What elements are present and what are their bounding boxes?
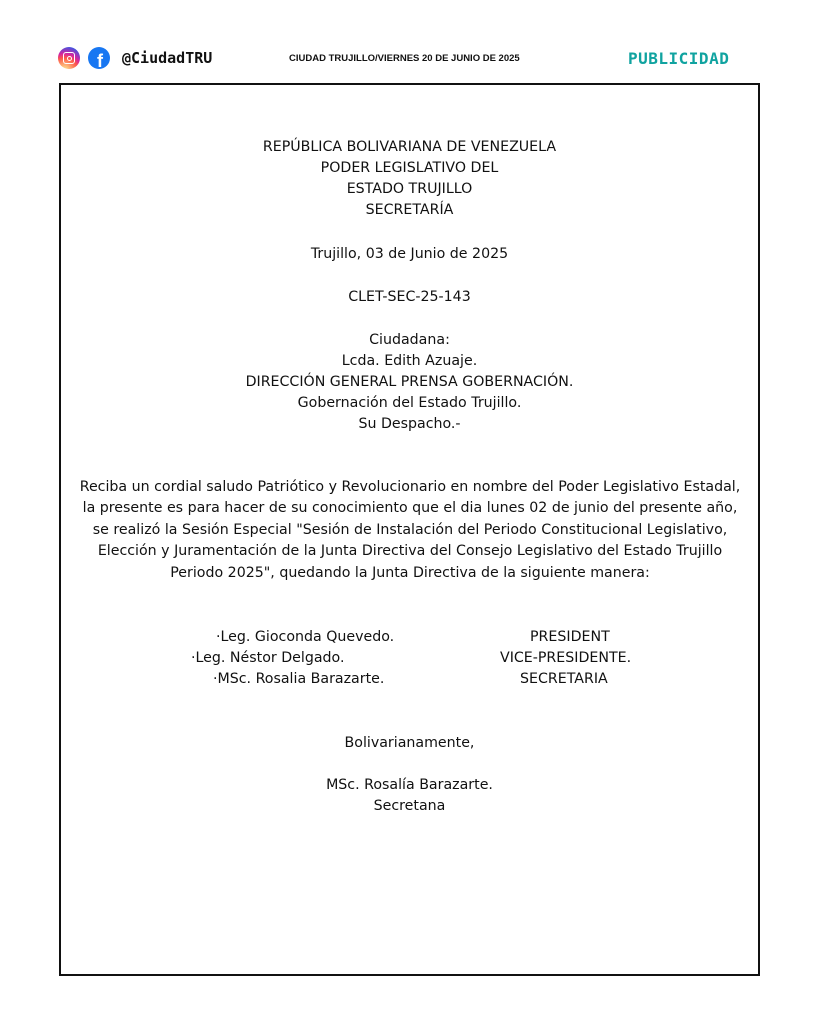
signature-name: MSc. Rosalía Barazarte. xyxy=(326,777,493,793)
letter-date xyxy=(61,244,758,265)
recipient-block xyxy=(61,330,758,435)
newspaper-dateline: CIUDAD TRUJILLO/VIERNES 20 DE JUNIO DE 2025 xyxy=(289,53,520,64)
document-frame xyxy=(59,83,760,976)
social-handle: @CiudadTRU xyxy=(122,49,213,67)
letterhead-line: REPÚBLICA BOLIVARIANA DE VENEZUELA xyxy=(262,139,557,155)
recipient-line: Gobernación del Estado Trujillo. xyxy=(297,395,522,411)
social-block xyxy=(58,47,212,69)
board-member-name: ·Leg. Néstor Delgado. xyxy=(191,650,345,666)
date-text: Trujillo, 03 de Junio de 2025 xyxy=(310,246,509,262)
closing xyxy=(61,733,758,754)
letter-body: Reciba un cordial saludo Patriótico y Revolucionario en nombre del Poder Legislativo Estadal, la presente es para hacer de su conocimiento que el dia lunes 02 de junio del presente año, se realizó la Sesión Especial "Sesión de Instalación del Periodo Constitucional Legislativo, Elección y Juramentación de la Junta Directiva del Consejo Legislativo del Estado Trujillo Periodo 2025", quedando la Junta Directiva de la siguiente manera: xyxy=(79,479,741,581)
board-member-name: ·Leg. Gioconda Quevedo. xyxy=(216,629,395,645)
facebook-icon: f xyxy=(88,47,110,69)
page-header xyxy=(0,0,819,82)
board-member-role: PRESIDENT xyxy=(530,629,610,645)
signature-title: Secretana xyxy=(373,798,446,814)
recipient-line: Su Despacho.- xyxy=(358,416,461,432)
board-roster xyxy=(61,627,758,693)
board-member-role: SECRETARIA xyxy=(520,671,608,687)
letterhead xyxy=(61,137,758,221)
letterhead-line: SECRETARÍA xyxy=(365,202,454,218)
board-member-name: ·MSc. Rosalia Barazarte. xyxy=(213,671,385,687)
board-member-role: VICE-PRESIDENTE. xyxy=(500,650,632,666)
closing-text: Bolivarianamente, xyxy=(344,735,475,751)
reference-text: CLET-SEC-25-143 xyxy=(348,289,471,305)
recipient-line: Lcda. Edith Azuaje. xyxy=(341,353,478,369)
letterhead-line: ESTADO TRUJILLO xyxy=(346,181,473,197)
section-label: PUBLICIDAD xyxy=(628,49,730,68)
instagram-icon xyxy=(58,47,80,69)
recipient-line: Ciudadana: xyxy=(369,332,450,348)
reference-number xyxy=(61,287,758,308)
recipient-line: DIRECCIÓN GENERAL PRENSA GOBERNACIÓN. xyxy=(245,374,574,390)
signature-block xyxy=(61,775,758,817)
letterhead-line: PODER LEGISLATIVO DEL xyxy=(320,160,499,176)
